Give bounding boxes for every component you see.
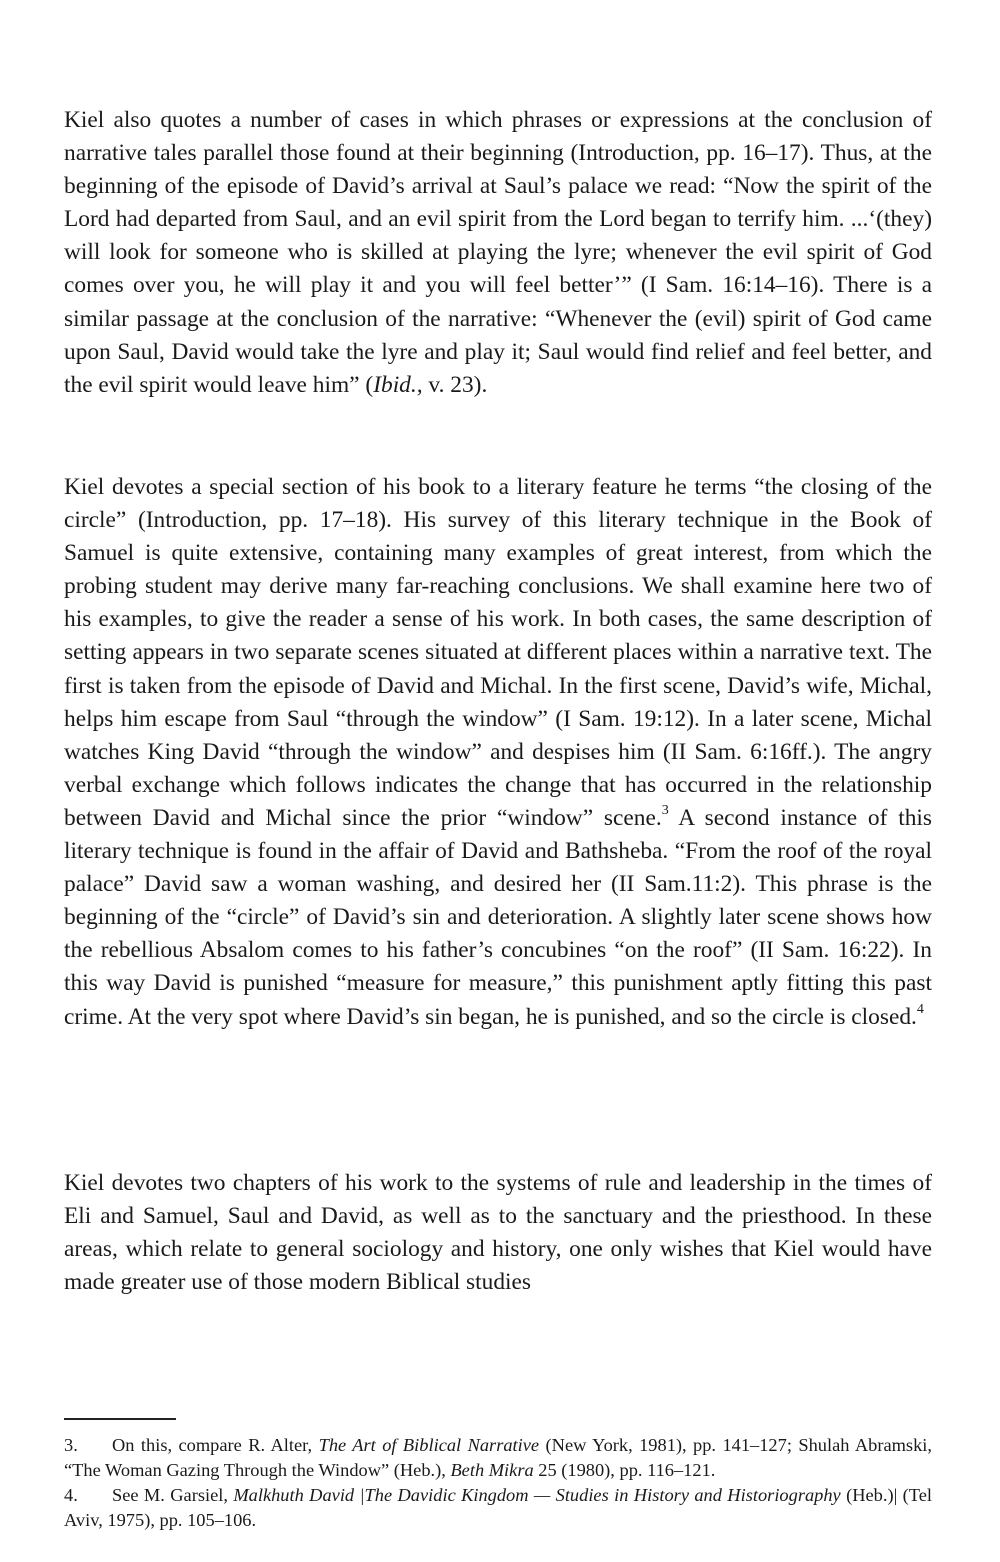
footnote-text: See M. Garsiel, — [112, 1485, 234, 1505]
footnotes — [64, 1433, 932, 1533]
footnote-text: 25 (1980), pp. 116–121. — [533, 1459, 716, 1480]
footnote-title: Beth Mikra — [450, 1459, 534, 1480]
footnote-4 — [64, 1483, 932, 1532]
paragraph-text: Kiel devotes two chapters of his work to the systems of rule and leadership in the times of Eli and Samuel, Saul and David, as well as to the sanctuary and the priesthood. In these areas, which relate to general sociology and history, one only wishes that Kiel would have made greater use of those modern Biblical studies — [64, 1170, 932, 1296]
ibid-italic: Ibid., — [373, 371, 423, 398]
footnote-title: The Art of Biblical Narrative — [318, 1435, 540, 1455]
footnote-ref-4[interactable]: 4 — [916, 1000, 924, 1017]
paragraph-text: A second instance of this literary technique is found in the affair of David and Bathsheba. “From the roof of the royal palace” David saw a woman washing, and desired her (II Sam.11:2). This phrase is the beginning of the “circle” of David’s sin and deterioration. A slightly later scene shows how the rebellious Absalom comes to his father’s concubines “on the roof” (II Sam. 16:22). In this way David is punished “measure for measure,” this punishment aptly fitting this past crime. At the very spot where David’s sin began, he is punished, and so the circle is closed. — [64, 804, 932, 1030]
paragraph-tail: v. 23). — [422, 371, 488, 398]
paragraph-2 — [64, 471, 932, 1034]
footnote-title: Malkhuth David |The Davidic Kingdom — Studies in History and Historiography — [233, 1485, 841, 1505]
footnote-text: (New York, 1981), pp. 141–127; Shulah Abramski, “The Woman Gazing Through the Window” (Heb.), — [64, 1435, 932, 1480]
paragraph-1: Kiel also quotes a number of cases in which phrases or expressions at the conclusion of narrative tales parallel those found at their beginning (Introduction, pp. 16–17). Thus, at the beginning of the episode of David’s arrival at Saul’s palace we read: “Now the spirit of the Lord had departed from Saul, and an evil spirit from the Lord began to terrify him. ...‘(they) will look for someone who is skilled at playing the lyre; whenever the evil spirit of God comes over you, he will play it and you will feel better’” (I Sam. 16:14–16). There is a similar passage at the conclusion of the narrative: “Whenever the (evil) spirit of God came upon Saul, David would take the lyre and play it; Saul would find relief and feel better, and the evil spirit would leave him” (Ibid., v. 23). — [64, 107, 932, 398]
footnote-text: (Heb.)| (Tel Aviv, 1975), pp. 105–106. — [64, 1485, 932, 1530]
footnote-number: 3. — [64, 1435, 78, 1455]
footnote-divider — [64, 1418, 176, 1420]
footnote-ref-3[interactable]: 3 — [661, 802, 669, 819]
footnote-number: 4. — [64, 1485, 78, 1505]
paragraph-text: Kiel devotes a special section of his book to a literary feature he terms “the closing of the circle” (Introduction, pp. 17–18). His survey of this literary technique in the Book of Samuel is quite extensive, containing many examples of great interest, from which the probing student may derive many far-reaching conclusions. We shall examine here two of his examples, to give the reader a sense of his work. In both cases, the same description of setting appears in two separate scenes situated at different places within a narrative text. The first is taken from the episode of David and Michal. In the first scene, David’s wife, Michal, helps him escape from Saul “through the window” (I Sam. 19:12). In a later scene, Michal watches King David “through the window” and despises him (II Sam. 6:16ff.). The angry verbal exchange which follows indicates the change that has occurred in the relationship between David and Michal since the prior “window” scene. — [64, 474, 932, 831]
paragraph-text: Kiel also quotes a number of cases in which phrases or expressions at the conclusion of narrative tales parallel those found at their beginning (Introduction, pp. 16–17). Thus, at the beginning of the episode of David’s arrival at Saul’s palace we read: “Now the spirit of the Lord had departed from Saul, and an evil spirit from the Lord began to terrify him. ...‘(they) will look for someone who is skilled at playing the lyre; whenever the evil spirit of God comes over you, he will play it and you will feel better’” (I Sam. 16:14–16). There is a similar passage at the conclusion of the narrative: “Whenever the (evil) spirit of God came upon Saul, David would take the lyre and play it; Saul would find relief and feel better, and the evil spirit would leave him” — [64, 107, 932, 398]
footnote-3 — [64, 1433, 932, 1482]
footnote-text: On this, compare R. Alter, — [112, 1435, 319, 1455]
paragraph-3 — [64, 1167, 932, 1299]
